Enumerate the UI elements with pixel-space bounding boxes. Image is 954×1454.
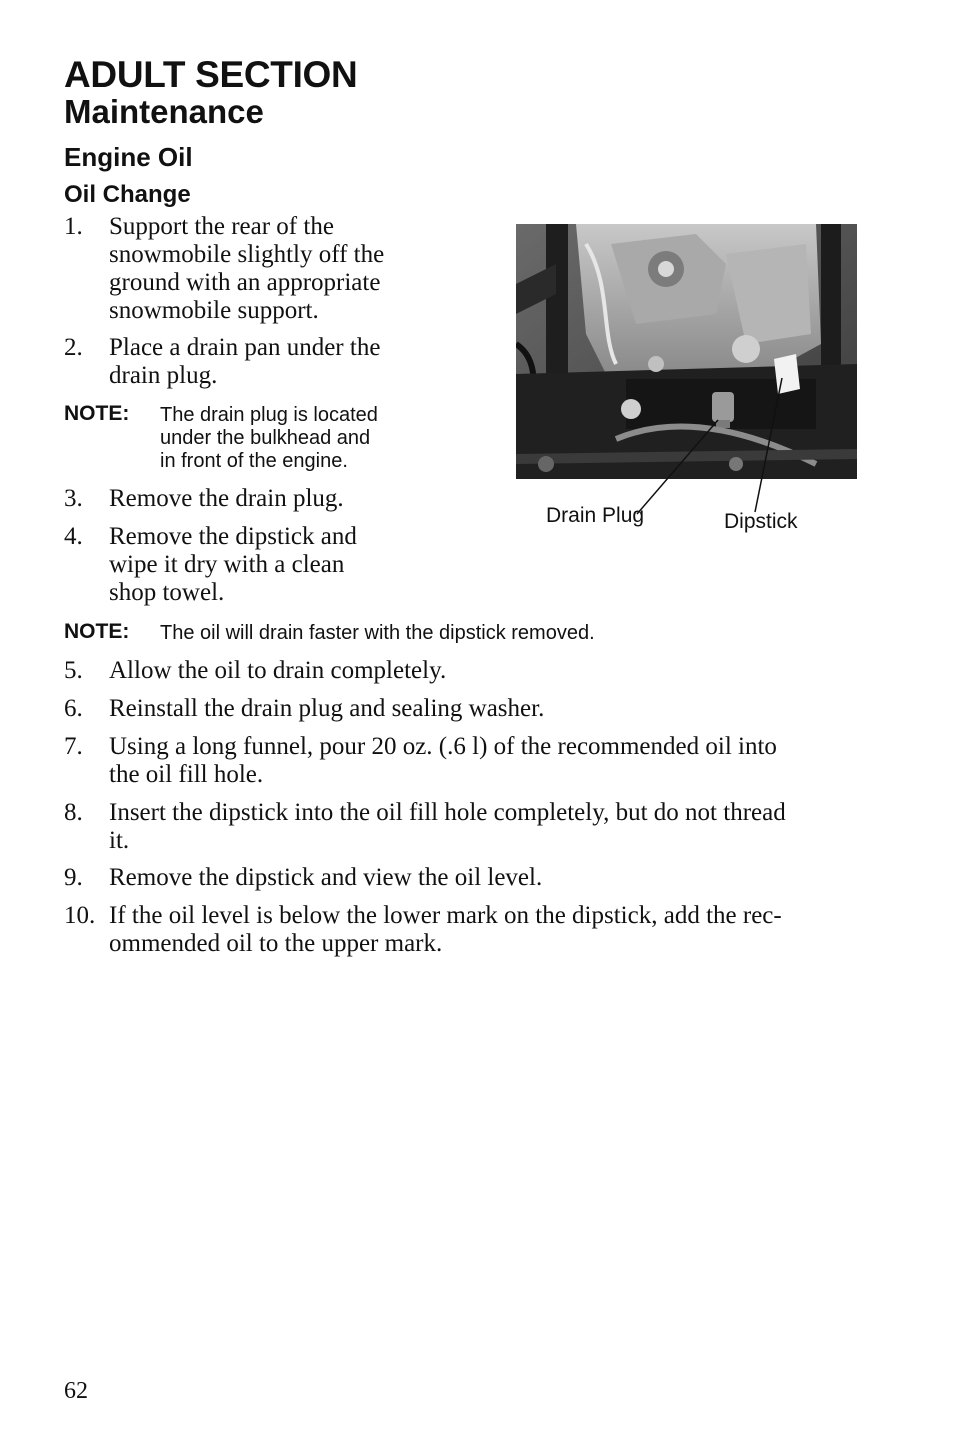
callout-dipstick: Dipstick	[724, 510, 798, 533]
section-title: ADULT SECTION	[64, 54, 358, 95]
step-number: 10.	[64, 902, 96, 929]
step-text: Remove the dipstick and wipe it dry with a clean shop towel.	[109, 523, 357, 606]
chapter-title: Maintenance	[64, 93, 264, 130]
note-text: The drain plug is located under the bulkhead and in front of the engine.	[160, 404, 378, 472]
step-number: 6.	[64, 695, 83, 722]
callout-drain-plug: Drain Plug	[546, 504, 645, 527]
step-text: Remove the dipstick and view the oil level.	[109, 864, 543, 891]
subtopic-heading: Oil Change	[64, 181, 191, 208]
step-text: Place a drain pan under the drain plug.	[109, 334, 381, 389]
dipstick-leader	[755, 378, 782, 512]
step-text: Remove the drain plug.	[109, 485, 344, 512]
step-number: 2.	[64, 334, 83, 361]
step-text: Support the rear of the snowmobile slightly off the ground with an appropriate snowmobile support.	[109, 213, 385, 324]
topic-heading: Engine Oil	[64, 142, 193, 172]
step-number: 9.	[64, 864, 83, 891]
step-text: Allow the oil to drain completely.	[109, 657, 447, 684]
page-number: 62	[64, 1378, 88, 1404]
step-number: 7.	[64, 733, 83, 760]
step-text: If the oil level is below the lower mark on the dipstick, add the rec- ommended oil to the upper mark.	[109, 902, 782, 957]
note-label: NOTE:	[64, 620, 130, 643]
step-number: 4.	[64, 523, 83, 550]
step-number: 1.	[64, 213, 83, 240]
step-number: 8.	[64, 799, 83, 826]
step-text: Insert the dipstick into the oil fill hole completely, but do not thread it.	[109, 799, 786, 854]
drain-plug-leader	[637, 420, 718, 514]
step-number: 3.	[64, 485, 83, 512]
note-label: NOTE:	[64, 402, 130, 425]
step-text: Using a long funnel, pour 20 oz. (.6 l) of the recommended oil into the oil fill hole.	[109, 733, 777, 788]
step-number: 5.	[64, 657, 83, 684]
step-text: Reinstall the drain plug and sealing washer.	[109, 695, 545, 722]
note-text: The oil will drain faster with the dipstick removed.	[160, 622, 595, 644]
